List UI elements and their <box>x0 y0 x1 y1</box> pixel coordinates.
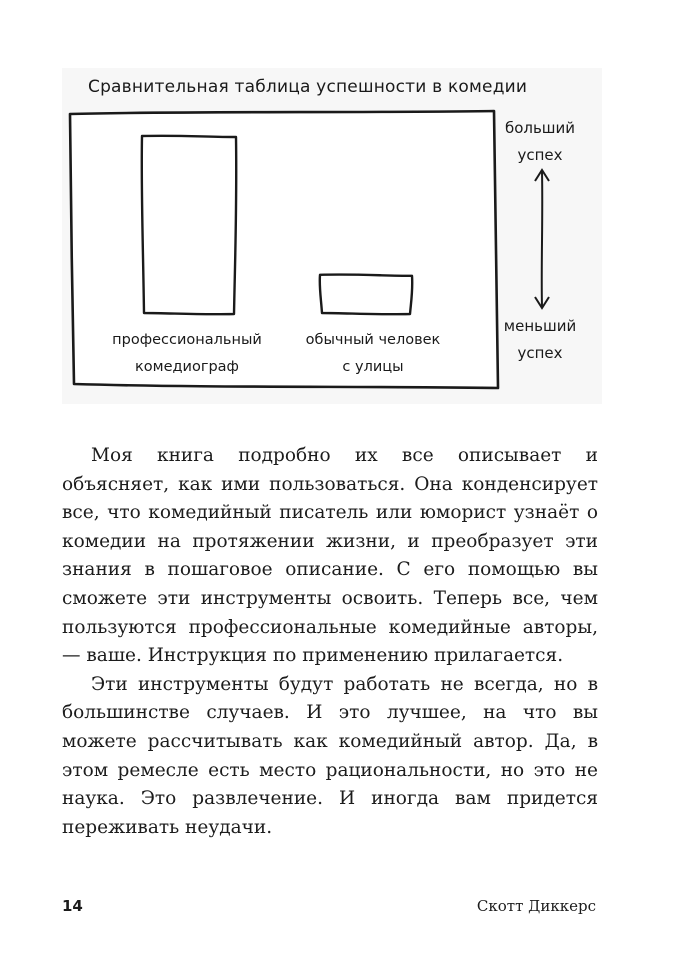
paragraph: Моя книга подробно их все описывает и объясняет, как ими пользоваться. Она конденсирует все, что комедийный писатель или юморист узнаёт о комедии на протяжении жизни, и преобразует эти знания в пошаговое описание. С его помощью вы сможете эти инструменты освоить. Теперь все, чем пользуются профессиональные комедийные авторы, — ваше. Инструкция по применению прилагается. <box>62 445 598 667</box>
comedy-success-chart <box>62 68 602 404</box>
bar-label-line: обычный человек <box>305 332 441 348</box>
axis-label-line: меньший <box>503 317 577 335</box>
paragraph: Эти инструменты будут работать не всегда, но в большинстве случаев. И это лучшее, на что вы можете рассчитывать как комедийный автор. Да, в этом ремесле есть место рациональности, но это не наука. Это развлечение. И иногда вам придется переживать неудачи. <box>62 673 598 838</box>
page-number: 14 <box>62 897 83 915</box>
axis-label-more-success <box>494 115 586 169</box>
success-axis-arrow <box>542 172 543 306</box>
axis-label-less-success <box>494 313 586 367</box>
bar-label-line: комедиограф <box>135 359 239 375</box>
axis-label-line: успех <box>517 344 563 362</box>
chart-title: Сравнительная таблица успешности в комедии <box>88 77 528 97</box>
body-text <box>62 442 598 842</box>
bar-label-line: профессиональный <box>112 332 262 348</box>
bar-label-line: с улицы <box>342 359 404 375</box>
axis-label-line: больший <box>504 119 576 137</box>
running-head: Скотт Диккерс <box>476 897 596 915</box>
bar-label-professional <box>92 327 282 381</box>
axis-label-line: успех <box>517 146 563 164</box>
bar-label-ordinary <box>288 327 458 381</box>
